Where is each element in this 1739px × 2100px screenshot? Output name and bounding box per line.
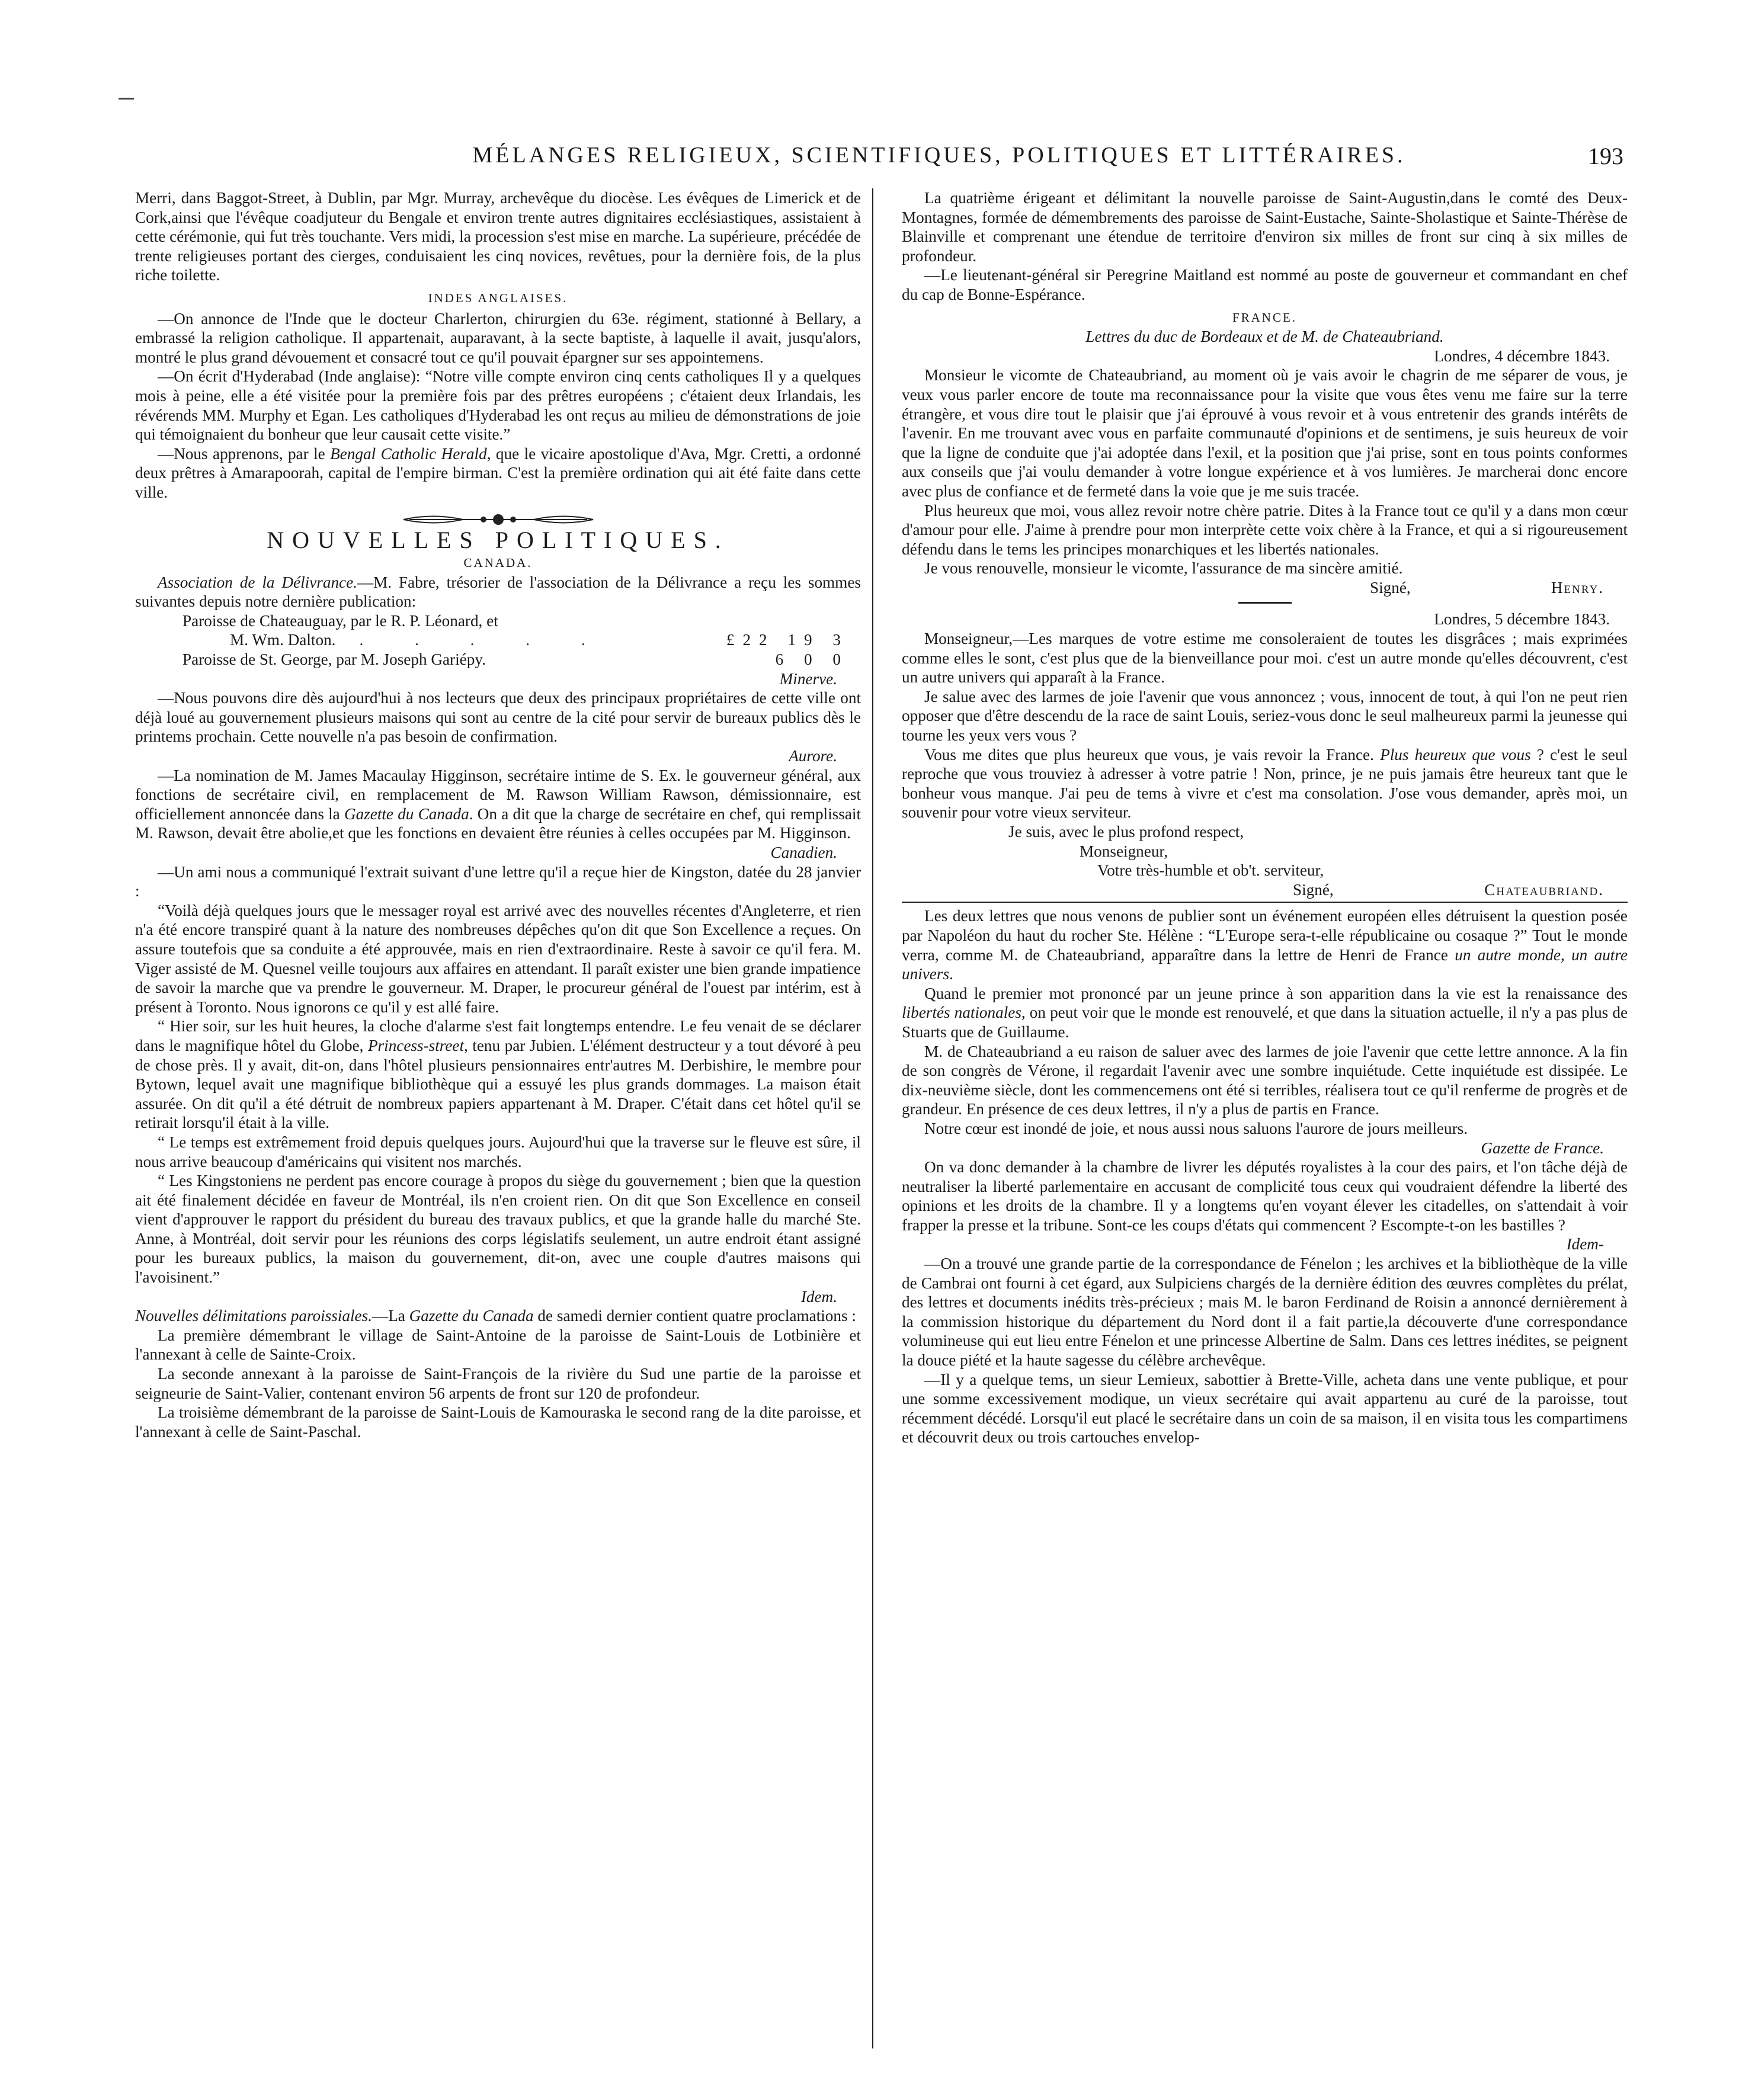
- heading-france: FRANCE.: [1232, 310, 1298, 325]
- higginson-text-2: . On a dit que la charge de secrétaire en chef, qui remplissait M. Rawson, devait être abolie,et que les fonctions en devaient être réunies à celles occupées par M. Higginson.: [135, 804, 861, 842]
- paragraph-hyderabad: —On écrit d'Hyderabad (Inde anglaise): “Notre ville compte environ cinq cents catholiques Il y a quelques mois à peine, elle a été visitée pour la première fois par des prêtres européens ; c'étaient deux Irlandais, les révérends MM. Murphy et Egan. Les catholiques d'Hyderabad les ont reçus au milieu de démonstrations de joie qui témoignaient du bonheur que leur causait cette visite.”: [135, 367, 861, 444]
- paragraph-voila: “Voilà déjà quelques jours que le messager royal est arrivé avec des nouvelles récentes d'Angleterre, et rien n'a été encore transpiré quant à la nature des nombreuses dépêches qu'on dit que Son Excellence a reçues. On assure toutefois que sa conduite a été approuvée, mais en rien d'extraordinaire. Reste à savoir ce qu'il fera. M. Viger assisté de M. Quesnel veille toujours aux affaires en attendant. Il paraît exister une bien grande impatience de savoir la marche que va prendre le gouverneur. M. Draper, le procureur général de l'ouest par intérim, est à présent à Toronto. Nous ignorons ce qu'il y est allé faire.: [135, 901, 861, 1016]
- paragraph-kingstoniens: “ Les Kingstoniens ne perdent pas encore courage à propos du siège du gouvernement ; bien que la question ait été finalement décidée en faveur de Montréal, ils n'en croient rien. On dit que Son Excellence en conseil vient d'approuver le rapport du président du bureau des travaux publics, et que la grande halle du marché Ste. Anne, à Montréal, doit servir pour les réunions des corps législatifs seulement, un autre endroit étant assigné pour les bureaux publics, la maison du gouvernement, dit-on, avec une couple d'autres maisons qui l'avoisinent.”: [135, 1172, 861, 1287]
- left-column: [135, 188, 861, 2048]
- vous-text-2: ? c'est le seul reproche que vous trouviez à adresser à votre patrie ! Non, prince, je ne puis jamais être heureux tant que le bonheur vous manque. J'ai peu de tems à vivre et c'est ma consolation. J'ose vous demander, après moi, un souvenir pour votre vieux serviteur.: [902, 745, 1628, 822]
- delimitations-text-1: —La: [372, 1307, 409, 1325]
- paragraph-coeur: Notre cœur est inondé de joie, et nous aussi nous saluons l'aurore de jours meilleurs.: [924, 1119, 1468, 1137]
- ornament-divider: [398, 512, 599, 527]
- signed-label-1: Signé,: [1370, 578, 1411, 597]
- credit-idem: Idem.: [800, 1287, 837, 1306]
- paragraph-higginson: [135, 766, 861, 843]
- bengal-text-2: , que le vicaire apostolique d'Ava, Mgr. Cretti, a ordonné deux prêtres à Amarapoorah, capital de l'empire birman. C'est la première ordination qui ait été faite dans cette ville.: [135, 444, 861, 501]
- paragraph-bengal: [135, 444, 861, 502]
- delimitations-text-2: de samedi dernier contient quatre proclamations :: [533, 1307, 856, 1325]
- paragraph-maisons: —Nous pouvons dire dès aujourd'hui à nos lecteurs que deux des principaux propriétaires de cette ville ont déjà loué au gouvernement plusieurs maisons qui sont au centre de la cité pour servir de bureaux publics dès le printems prochain. Cette nouvelle n'a pas besoin de confirmation.: [135, 689, 861, 746]
- quand-text-2: , on peut voir que le monde est renouvelé, et que dans la situation actuelle, il n'y a pas plus de Stuarts que de Guillaume.: [902, 1003, 1628, 1041]
- signature-name-chateaubriand: Chateaubriand.: [1484, 880, 1604, 899]
- short-rule: [1238, 602, 1292, 604]
- paragraph-association: [135, 573, 861, 611]
- paragraph-chateaubriand: M. de Chateaubriand a eu raison de saluer avec des larmes de joie l'avenir que cette lettre annonce. A la fin de son congrès de Vérone, il regardait l'avenir avec une sombre inquiétude. Cette inquiétude est dissipée. Le dix-neuvième siècle, dont les commencemens ont été si terribles, réalisera tout ce qu'il renferme de progrès et de grandeur. En présence de ces deux lettres, il n'y a plus de partis en France.: [902, 1042, 1628, 1118]
- closing-monseigneur: Monseigneur,: [1080, 842, 1168, 860]
- deux-lettres-italic: un autre monde, un autre univers: [902, 945, 1628, 983]
- signed-label-2: Signé,: [1293, 880, 1334, 899]
- closing-serviteur: Votre très-humble et ob't. serviteur,: [1097, 861, 1324, 880]
- closing-respect: Je suis, avec le plus profond respect,: [1008, 823, 1244, 841]
- heading-canada: CANADA.: [463, 556, 533, 570]
- paragraph-seconde: La seconde annexant à la paroisse de Saint-François de la rivière du Sud une partie de la paroisse et seigneurie de Saint-Valier, contenant environ 56 arpents de front sur 120 de profondeur.: [135, 1365, 861, 1402]
- paragraph-vicomte: Monsieur le vicomte de Chateaubriand, au moment où je vais avoir le chagrin de me séparer de vous, je veux vous parler encore de toute ma reconnaissance pour la visite que vous êtes venu me faire sur la terre étrangère, et vous dire tout le plaisir que j'ai éprouvé à vous revoir et à vous entretenir des grands intérêts de l'avenir. En me trouvant avec vous en parfaite communauté d'opinions et de sentimens, je suis heureux de voir que la ligne de conduite que j'ai adoptée dans l'exil, et la position que j'ai prise, sont en tous points conformes aux conseils que j'ai voulu demander à votre longue expérience et à vos lumières. Je marcherai donc encore avec plus de confiance et de fermeté dans la voie que je me suis tracée.: [902, 366, 1628, 500]
- ledger-row-st-george: [135, 650, 861, 669]
- credit-aurore: Aurore.: [789, 747, 837, 765]
- ledger-dots: . . . . .: [359, 631, 609, 649]
- credit-gazette-de-france: Gazette de France.: [1481, 1139, 1604, 1157]
- ledger-amount-1: £22 19 3: [726, 631, 849, 649]
- right-column: [902, 188, 1628, 2048]
- page-number: 193: [1588, 143, 1623, 169]
- letters-title: Lettres du duc de Bordeaux et de M. de Chateaubriand.: [1085, 328, 1444, 346]
- paragraph-plus-heureux: Plus heureux que moi, vous allez revoir notre chère patrie. Dites à la France tout ce qu'il y a dans mon cœur d'amour pour elle. J'aime à prendre pour mon interprète cette voix chère à la France, et qui a si rigoureusement défendu dans le tems les principes monarchiques et les libertés nationales.: [902, 501, 1628, 558]
- hier-text-1: “ Hier soir, sur les huit heures, la cloche d'alarme s'est fait longtemps entendre. Le feu venait de se déclarer dans le magnifique hôtel du Globe,: [135, 1017, 861, 1054]
- vous-italic: Plus heureux que vous: [1380, 745, 1531, 764]
- hier-street: Princess-street: [367, 1036, 465, 1054]
- association-title: Association de la Délivrance.: [158, 573, 357, 591]
- paragraph-lemieux: —Il y a quelque tems, un sieur Lemieux, sabottier à Brette-Ville, acheta dans une vente publique, et pour une somme excessivement modique, un vieux secrétaire qui avait appartenu au curé de la paroisse, tout récemment décédé. Lorsqu'il eut placé le secrétaire dans un coin de sa maison, il en visita tous les compartimens et découvrit deux ou trois cartouches envelop-: [902, 1370, 1628, 1447]
- ledger-label-1: Paroisse de Chateauguay, par le R. P. Léonard, et: [182, 611, 498, 630]
- ledger-amount-2: 6 0 0: [775, 650, 849, 669]
- bengal-herald-title: Bengal Catholic Herald: [330, 444, 487, 463]
- paragraph-charlerton: —On annonce de l'Inde que le docteur Charlerton, chirurgien du 63e. régiment, stationné à Bellary, a embrassé la religion catholique. Il appartenait, auparavant, à la secte baptiste, à laquelle il avait, jusqu'alors, montré le plus grand dévouement et consacré tout ce qu'il pouvait épargner sur ses appointemens.: [135, 309, 861, 366]
- quand-text-1: Quand le premier mot prononcé par un jeune prince à son apparition dans la vie est la renaissance des: [924, 984, 1628, 1002]
- paragraph-renouvelle: Je vous renouvelle, monsieur le vicomte, l'assurance de ma sincère amitié.: [924, 559, 1403, 578]
- credit-minerve: Minerve.: [779, 669, 837, 688]
- deux-lettres-text-1: Les deux lettres que nous venons de publier sont un événement européen elles détruisent la question posée par Napoléon du haut du rocher Ste. Hélène : “L'Europe sera-t-elle républicaine ou cosaque ?” Tout le monde verra, comme M. de Chateaubriand, apparaître dans la lettre de Henri de France: [902, 907, 1628, 964]
- paragraph-dublin: Merri, dans Baggot-Street, à Dublin, par Mgr. Murray, archevêque du diocèse. Les évêques de Limerick et de Cork,ainsi que l'évêque coadjuteur du Bengale et environ trente autres dignitaires ecclésiastiques, assistaient à cette cérémonie, qui fut très touchante. Vers midi, la procession s'est mise en marche. La supérieure, précédée de trente religieuses portant des cierges, conduisaient les cinq novices, revêtues, pour la dernière fois, de la plus riche toilette.: [135, 189, 861, 284]
- signature-chateaubriand: [902, 880, 1628, 900]
- letter-date-2: Londres, 5 décembre 1843.: [1434, 610, 1610, 629]
- credit-canadien: Canadien.: [770, 844, 837, 861]
- paragraph-fenelon: —On a trouvé une grande partie de la correspondance de Fénelon ; les archives et la bibliothèque de la ville de Cambrai ont fourni à cet égard, aux Sulpiciens chargés de la dernière édition des œuvres complètes du prélat, des lettres et documents inédits très-précieux ; mais M. le baron Ferdinand de Roisin a annoncé dernièrement à la commission historique du département du Nord dont il a fait partie,la découverte d'une correspondance volumineuse qui eut lieu entre Fénelon et une princesse Albertine de Salm. Dans ces lettres inédites, se peignent la douce piété et la haute sagesse du célèbre archevêque.: [902, 1255, 1628, 1370]
- bengal-text-1: —Nous apprenons, par le: [158, 444, 331, 463]
- quand-italic: libertés nationales: [902, 1003, 1021, 1022]
- running-header: [136, 142, 1623, 178]
- margin-dash: [119, 98, 134, 100]
- ledger-label-2: M. Wm. Dalton.: [230, 631, 336, 649]
- paragraph-troisieme: La troisième démembrant de la paroisse de Saint-Louis de Kamouraska le second rang de la dite paroisse, et l'annexant à celle de Saint-Paschal.: [135, 1403, 861, 1441]
- paragraph-vous-me-dites: [902, 745, 1628, 822]
- credit-idem-2: Idem-: [1566, 1235, 1604, 1253]
- vous-text-1: Vous me dites que plus heureux que vous, je vais revoir la France.: [924, 745, 1381, 764]
- section-rule: [902, 902, 1628, 903]
- header-title: MÉLANGES RELIGIEUX, SCIENTIFIQUES, POLITIQUES ET LITTÉRAIRES.: [472, 143, 1406, 168]
- delimitations-gazette: Gazette du Canada: [409, 1307, 534, 1325]
- association-text: —M. Fabre, trésorier de l'association de la Délivrance a reçu les sommes suivantes depuis notre dernière publication:: [135, 573, 861, 611]
- hier-text-2: , tenu par Jubien. L'élément destructeur y a tout dévoré à peu de chose près. Il y avait, dit-on, dans l'hôtel plusieurs pensionnaires entr'autres M. Derbishire, le membre pour Bytown, lequel avait une magnifique bibliothèque qui a essuyé les plus grands dommages. La maison était assurée. On dit qu'il a été détruit de nombreux papiers appartenant à M. Draper. C'était dans cet hôtel qu'il se retirait lorsqu'il était à la ville.: [135, 1036, 861, 1132]
- deux-lettres-text-2: .: [949, 965, 953, 983]
- paragraph-salue: Je salue avec des larmes de joie l'avenir que vous annoncez ; vous, innocent de tout, à qui l'on ne peut rien opposer que d'être descendu de la race de saint Louis, seriez-vous donc le seul malheureux parmi la jeunesse qui tourne les yeux vers vous ?: [902, 687, 1628, 745]
- ledger-row-chateauguay: [135, 611, 861, 631]
- paragraph-quatrieme: La quatrième érigeant et délimitant la nouvelle paroisse de Saint-Augustin,dans le comté des Deux-Montagnes, formée de démembrements des paroisse de Saint-Eustache, Sainte-Sholastique et Sainte-Thérèse de Blainville et comprenant une étendue de territoire d'environ six milles de front sur cinq à six milles de profondeur.: [902, 189, 1628, 265]
- paragraph-monseigneur: Monseigneur,—Les marques de votre estime me consoleraient de toutes les disgrâces ; mais exprimées comme elles le sont, c'est plus que de la bienveillance pour moi. c'est un autre monde qu'elles découvrent, c'est un autre univers qui apparaît à la France.: [902, 630, 1628, 687]
- paragraph-hier-soir: [135, 1017, 861, 1133]
- heading-indes-anglaises: INDES ANGLAISES.: [428, 290, 568, 305]
- paragraph-delimitations: [135, 1306, 861, 1326]
- paragraph-temps: “ Le temps est extrêmement froid depuis quelques jours. Aujourd'hui que la traverse sur le fleuve est sûre, il nous arrive beaucoup d'américains qui visitent nos marchés.: [135, 1133, 861, 1171]
- signature-henry: [902, 578, 1628, 598]
- column-divider: [872, 188, 873, 2048]
- paragraph-deux-lettres: [902, 906, 1628, 983]
- signature-name-henry: Henry.: [1551, 578, 1604, 597]
- higginson-gazette: Gazette du Canada: [344, 804, 469, 823]
- paragraph-quand: [902, 984, 1628, 1042]
- delimitations-title: Nouvelles délimitations paroissiales.: [135, 1307, 372, 1325]
- higginson-text-1: —La nomination de M. James Macaulay Higginson, secrétaire intime de S. Ex. le gouverneur général, aux fonctions de secrétaire civil, en remplacement de M. Rawson William Rawson, démissionnaire, est officiellement annoncée dans la: [135, 766, 861, 823]
- paragraph-premiere: La première démembrant le village de Saint-Antoine de la paroisse de Saint-Louis de Lotbinière et l'annexant à celle de Sainte-Croix.: [135, 1326, 861, 1364]
- ledger-label-3: Paroisse de St. George, par M. Joseph Gariépy.: [182, 650, 486, 669]
- ledger-row-dalton: [135, 630, 861, 650]
- paragraph-kingston: —Un ami nous a communiqué l'extrait suivant d'une lettre qu'il a reçue hier de Kingston, datée du 28 janvier :: [135, 863, 861, 900]
- section-title-nouvelles-politiques: NOUVELLES POLITIQUES.: [267, 526, 729, 553]
- letter-date-1: Londres, 4 décembre 1843.: [1434, 347, 1610, 365]
- paragraph-chambre: On va donc demander à la chambre de livrer les députés royalistes à la cour des pairs, et l'on tâche déjà de neutraliser la liberté parlementaire en accusant de complicité tous ceux qui voudraient défendre la liberté des opinions et les droits de la chambre. Il y a longtems qu'en voyant élever les citadelles, on s'attendait à voir frapper la presse et la tribune. Sont-ce les coups d'états qui commencent ? Escompte-t-on les bastilles ?: [902, 1158, 1628, 1234]
- paragraph-maitland: —Le lieutenant-général sir Peregrine Maitland est nommé au poste de gouverneur et commandant en chef du cap de Bonne-Espérance.: [902, 266, 1628, 303]
